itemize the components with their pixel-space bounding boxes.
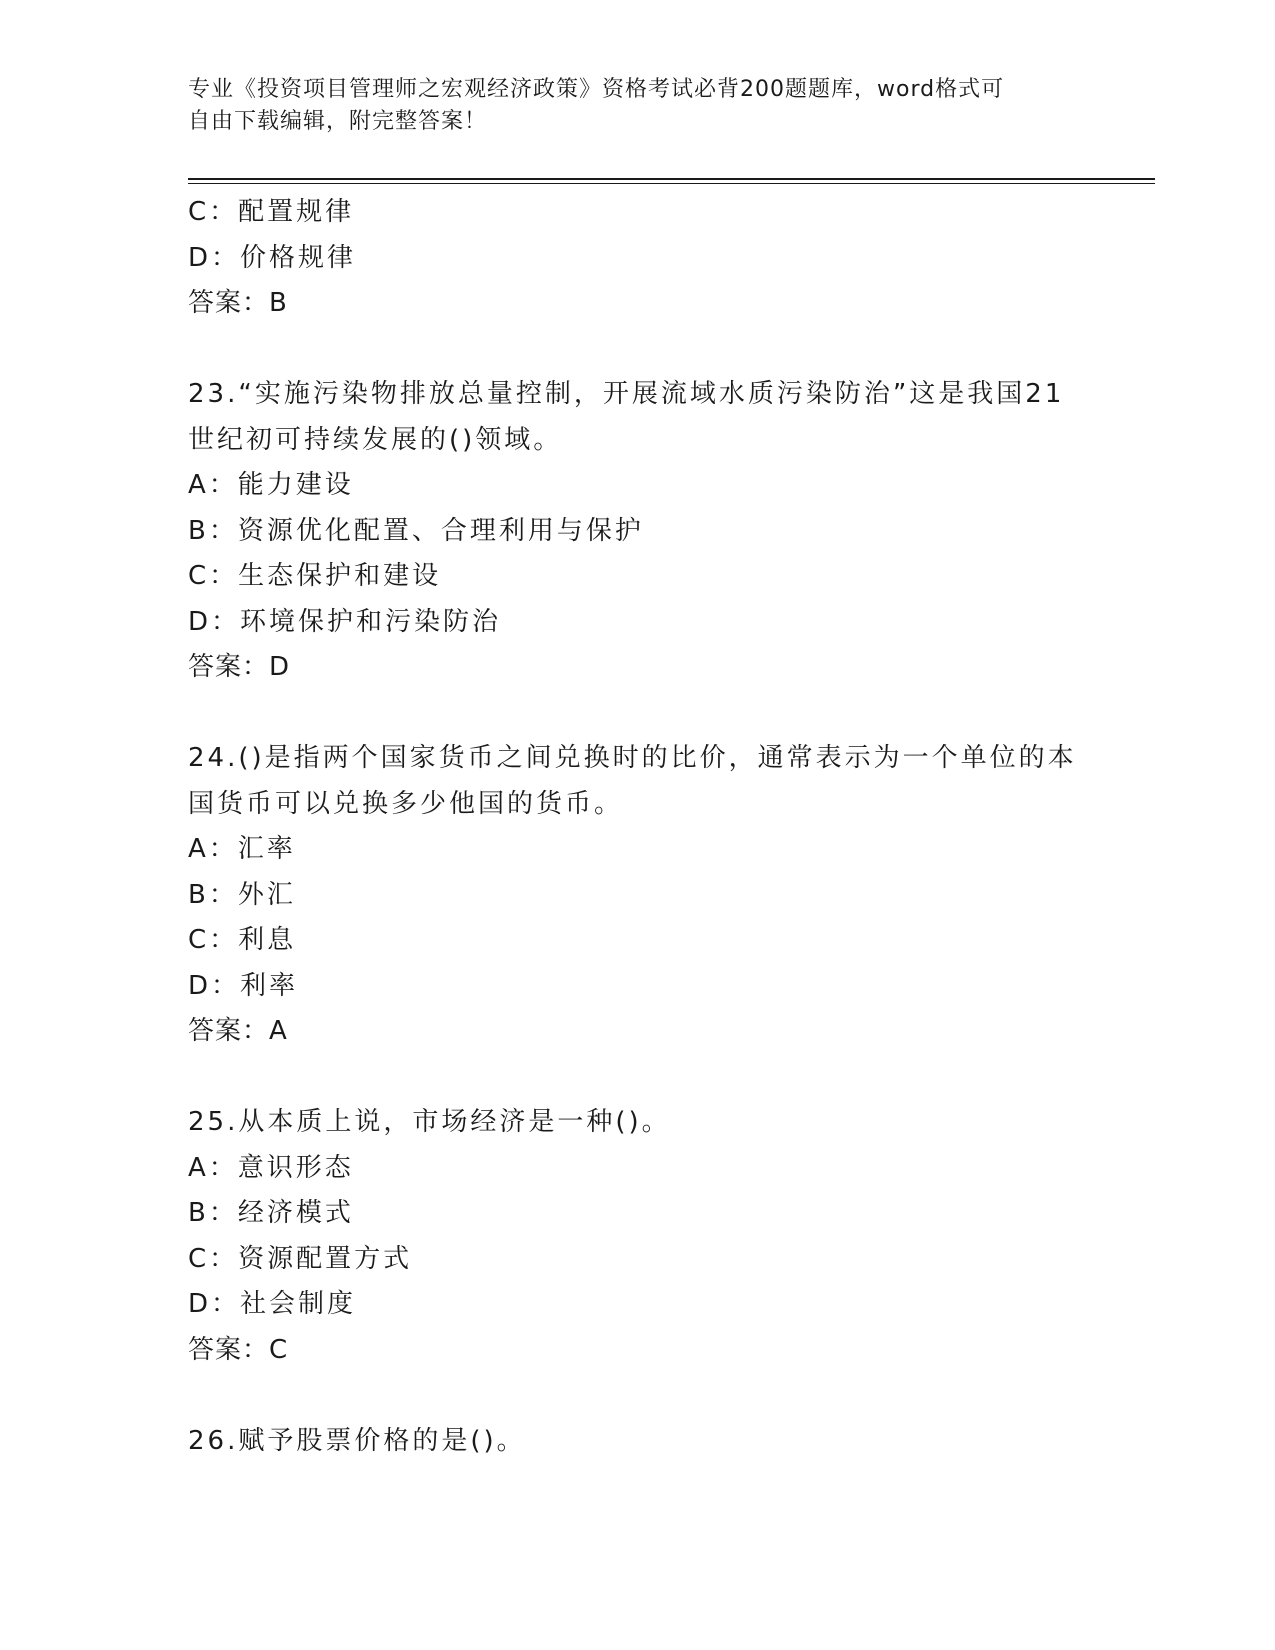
- question-23: [188, 372, 1148, 691]
- option-b: B：经济模式: [188, 1198, 354, 1228]
- option-d: D：环境保护和污染防治: [188, 606, 502, 637]
- question-stem-line-1: 23.“实施污染物排放总量控制，开展流域水质污染防治”这是我国21: [188, 379, 1065, 409]
- option-d: D：价格规律: [188, 242, 357, 273]
- option-d: D：利率: [188, 970, 299, 1001]
- option-a: A：能力建设: [188, 470, 354, 500]
- answer-label: 答案：D: [188, 652, 291, 682]
- question-22-continued: [188, 190, 1148, 327]
- question-content: [188, 190, 1148, 1464]
- header-title-line-2: 自由下载编辑，附完整答案！: [188, 109, 488, 134]
- option-b: B：资源优化配置、合理利用与保护: [188, 515, 644, 546]
- answer-label: 答案：A: [188, 1016, 288, 1046]
- document-header: [188, 74, 1088, 138]
- option-d: D：社会制度: [188, 1289, 357, 1319]
- question-stem-line-1: 26.赋予股票价格的是()。: [188, 1425, 526, 1456]
- question-stem-line-2: 世纪初可持续发展的()领域。: [188, 424, 563, 455]
- option-c: C：资源配置方式: [188, 1243, 413, 1274]
- question-stem-line-1: 24.()是指两个国家货币之间兑换时的比价，通常表示为一个单位的本: [188, 743, 1077, 773]
- option-a: A：汇率: [188, 834, 296, 864]
- question-26: [188, 1419, 1148, 1465]
- option-c: C：利息: [188, 925, 297, 955]
- option-c: C：生态保护和建设: [188, 561, 442, 591]
- answer-label: 答案：B: [188, 288, 288, 318]
- option-c: C：配置规律: [188, 197, 355, 227]
- spacer: [188, 691, 1148, 737]
- spacer: [188, 1055, 1148, 1101]
- answer-label: 答案：C: [188, 1334, 289, 1365]
- question-25: [188, 1100, 1148, 1373]
- question-stem-line-1: 25.从本质上说，市场经济是一种()。: [188, 1107, 671, 1137]
- header-title-line-1: 专业《投资项目管理师之宏观经济政策》资格考试必背200题题库，word格式可: [188, 77, 1005, 102]
- header-rule-thin: [188, 183, 1155, 184]
- question-stem-line-2: 国货币可以兑换多少他国的货币。: [188, 788, 624, 819]
- question-24: [188, 736, 1148, 1055]
- header-rule-thick: [188, 178, 1155, 180]
- spacer: [188, 1373, 1148, 1419]
- option-a: A：意识形态: [188, 1152, 354, 1183]
- spacer: [188, 327, 1148, 373]
- option-b: B：外汇: [188, 879, 296, 910]
